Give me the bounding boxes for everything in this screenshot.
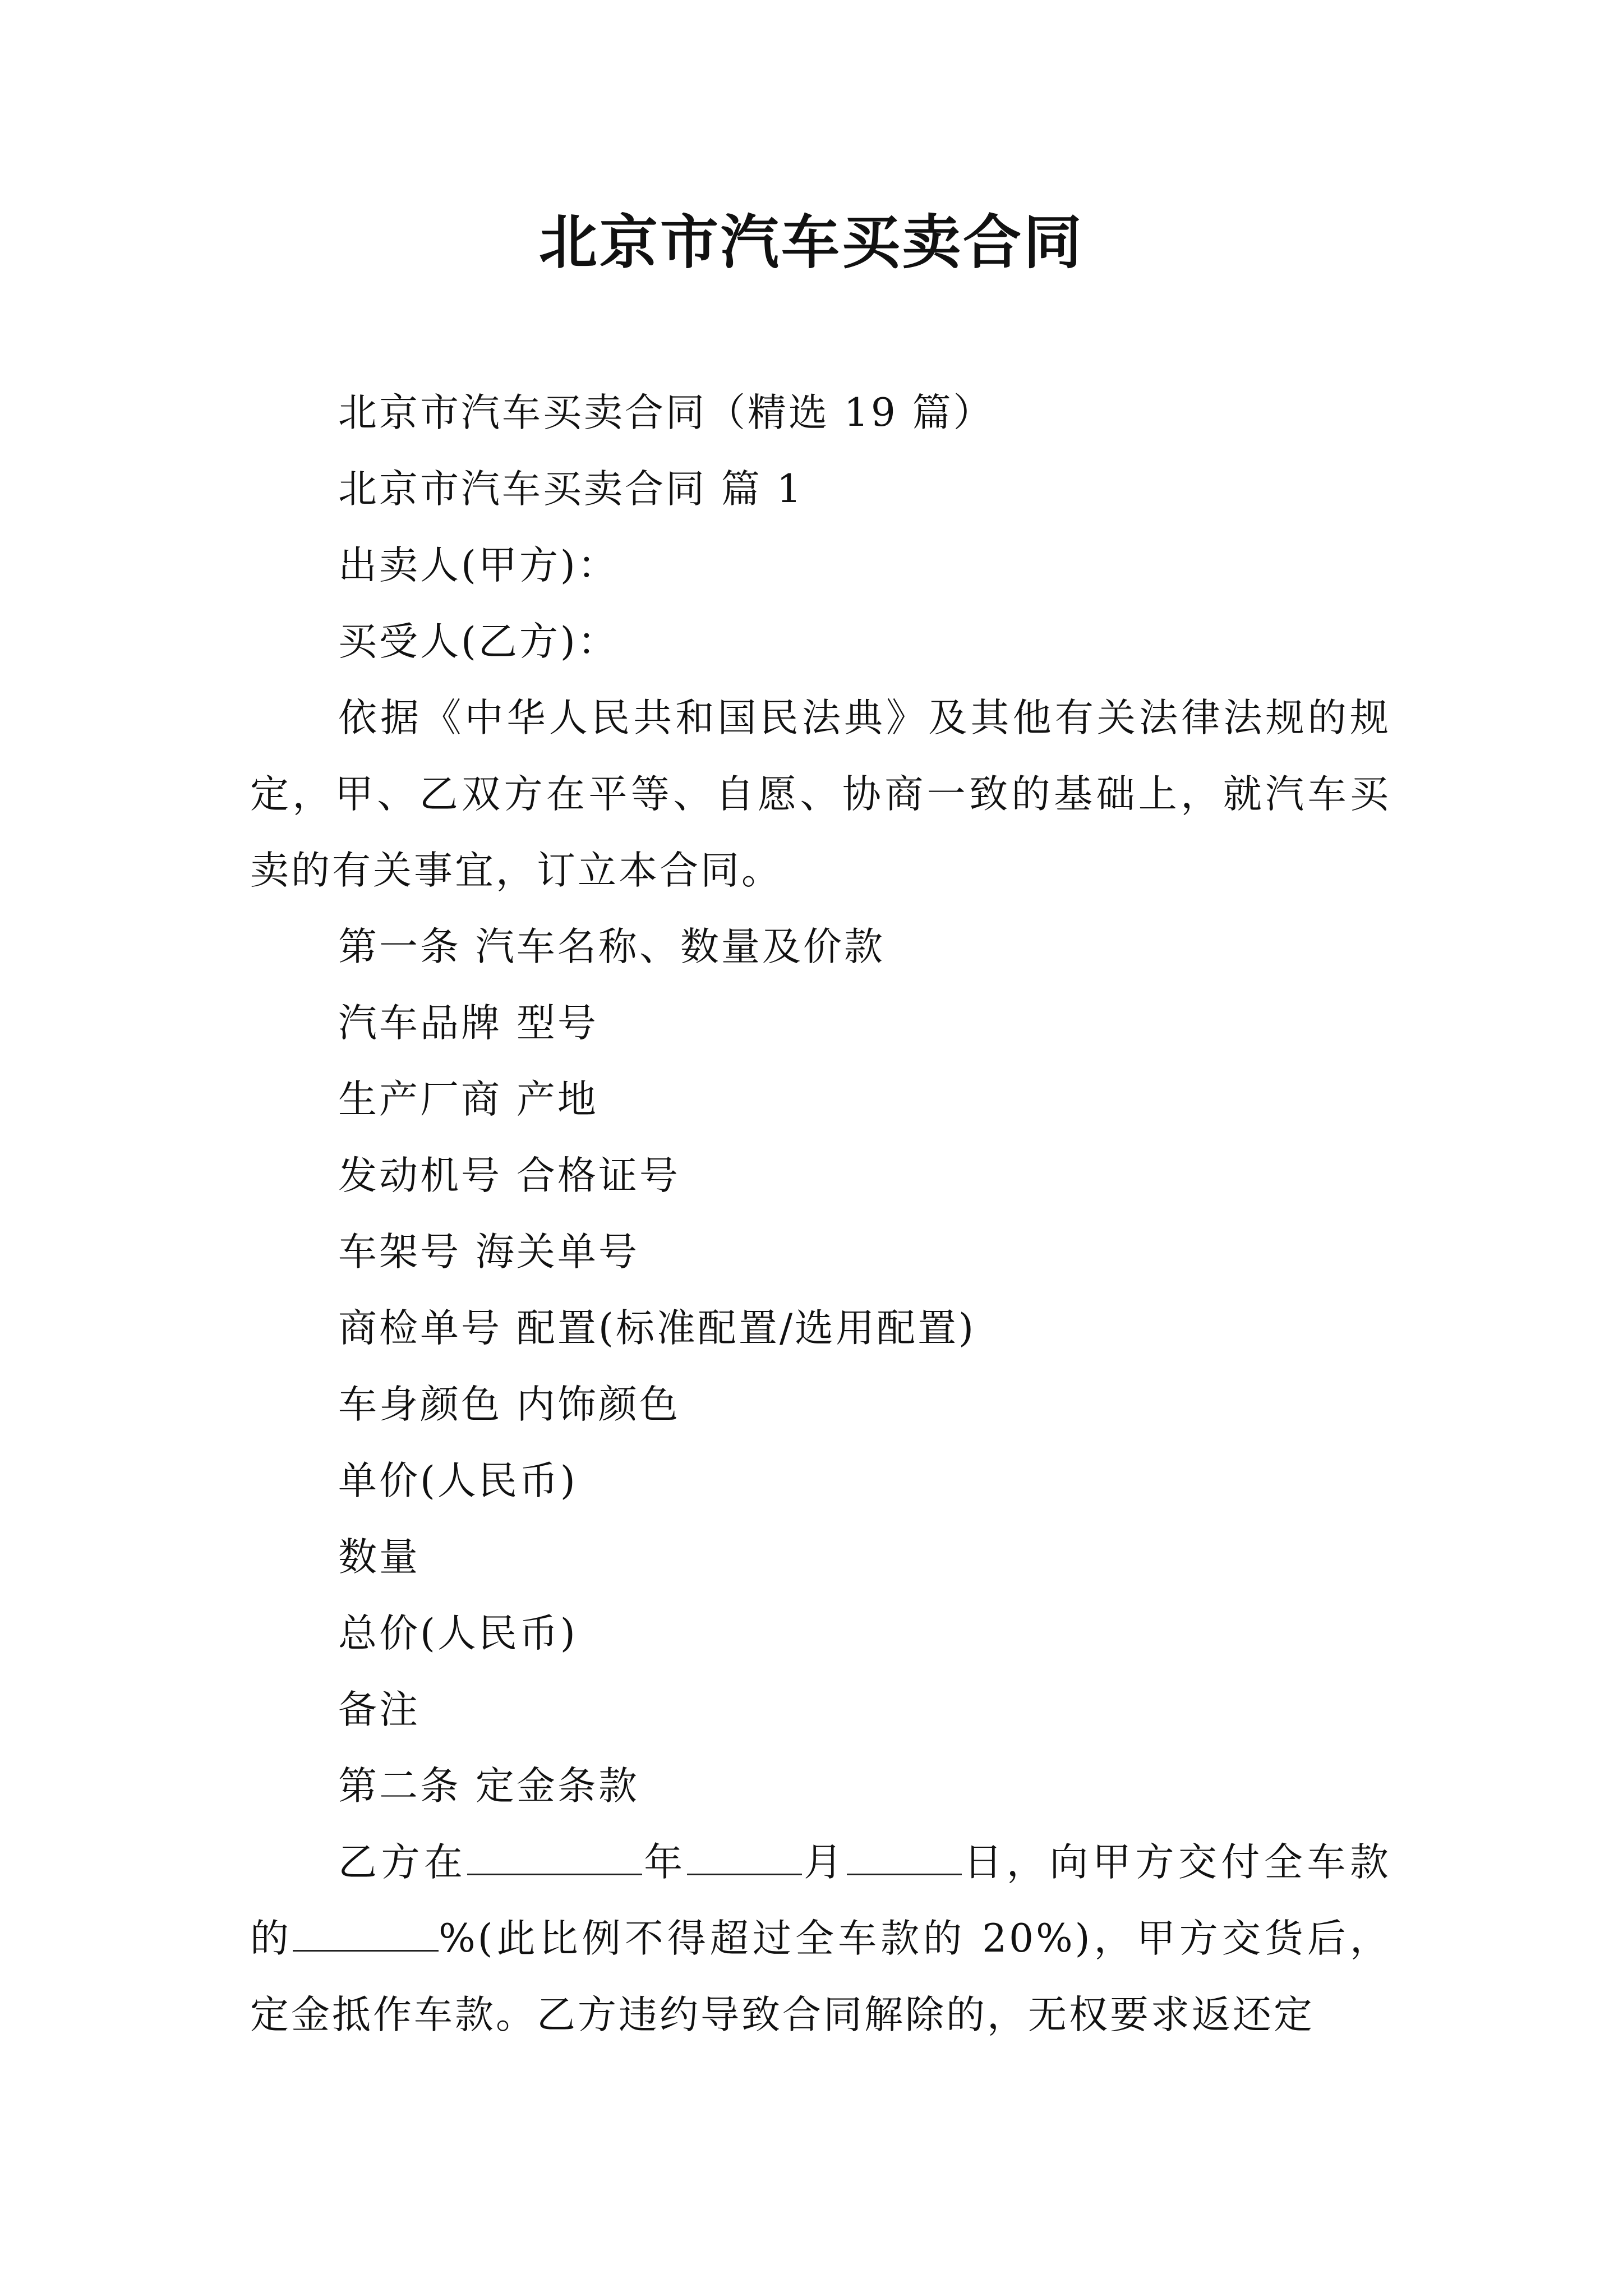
deposit-text-5: %(此比例不得超过全车款的 20%)，甲方交货后，定金抵作车款。乙方违约导致合同解除的，无权要求返还定 bbox=[250, 1916, 1391, 2037]
paragraph-frame-customs: 车架号 海关单号 bbox=[338, 1230, 639, 1274]
paragraph-manufacturer-origin: 生产厂商 产地 bbox=[338, 1077, 598, 1122]
paragraph-seller: 出卖人(甲方)： bbox=[338, 543, 619, 588]
paragraph-unit-price: 单价(人民币) bbox=[338, 1458, 578, 1503]
paragraph-buyer: 买受人(乙方)： bbox=[338, 619, 619, 664]
paragraph-colors: 车身颜色 内饰颜色 bbox=[338, 1382, 680, 1427]
deposit-text-1: 乙方在 bbox=[338, 1840, 467, 1885]
paragraph-deposit-clause bbox=[250, 1824, 1391, 2053]
paragraph-remarks: 备注 bbox=[338, 1687, 420, 1732]
blank-month bbox=[687, 1840, 802, 1875]
document-body bbox=[250, 375, 1391, 2053]
blank-year bbox=[467, 1840, 642, 1875]
paragraph-preamble: 依据《中华人民共和国民法典》及其他有关法律法规的规定，甲、乙双方在平等、自愿、协商一致的基础上，就汽车买卖的有关事宜，订立本合同。 bbox=[250, 696, 1391, 893]
paragraph-article-heading: 北京市汽车买卖合同 篇 1 bbox=[338, 467, 804, 512]
paragraph-brand-model: 汽车品牌 型号 bbox=[338, 1001, 598, 1046]
paragraph-inspection-config: 商检单号 配置(标准配置/选用配置) bbox=[338, 1306, 976, 1351]
paragraph-total-price: 总价(人民币) bbox=[338, 1611, 578, 1656]
blank-day bbox=[847, 1840, 962, 1875]
deposit-text-4: 日，向甲方交付全车款的 bbox=[250, 1840, 1391, 1961]
paragraph-clause-1-heading: 第一条 汽车名称、数量及价款 bbox=[338, 924, 885, 969]
paragraph-quantity: 数量 bbox=[338, 1535, 420, 1580]
document-title: 北京市汽车买卖合同 bbox=[538, 208, 1084, 277]
deposit-text-3: 月 bbox=[801, 1840, 847, 1885]
paragraph-engine-certificate: 发动机号 合格证号 bbox=[338, 1153, 680, 1198]
deposit-text-2: 年 bbox=[642, 1840, 687, 1885]
paragraph-subtitle: 北京市汽车买卖合同（精选 19 篇） bbox=[338, 390, 994, 435]
blank-percent bbox=[293, 1916, 439, 1952]
paragraph-clause-2-heading: 第二条 定金条款 bbox=[338, 1764, 639, 1809]
